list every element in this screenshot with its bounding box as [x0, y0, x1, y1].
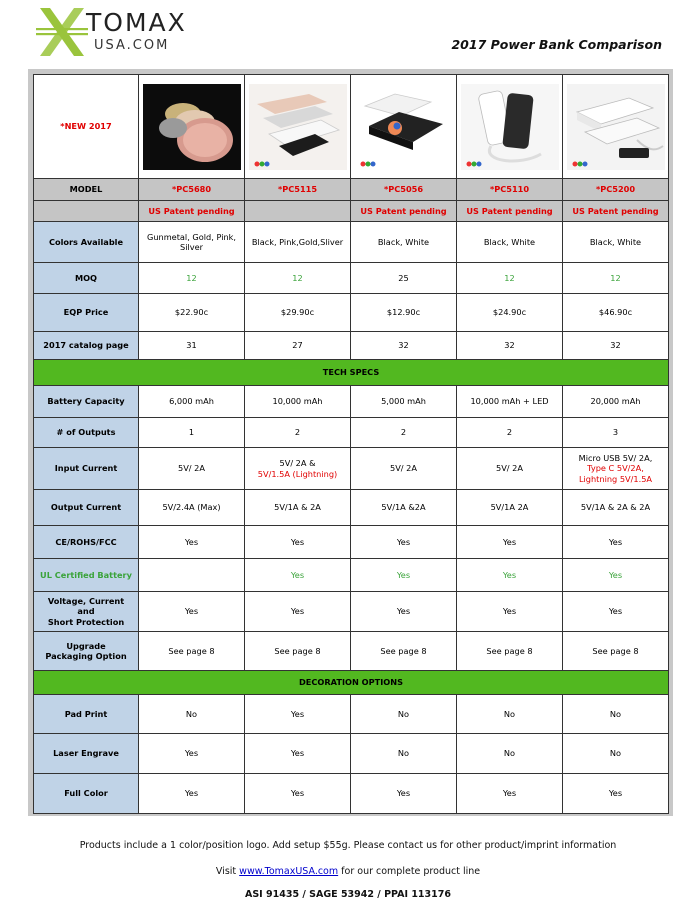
pad-cell: No — [457, 695, 563, 734]
patent-cell — [245, 201, 351, 222]
laser-cell: Yes — [139, 734, 245, 774]
laser-cell: No — [457, 734, 563, 774]
product-image-pc5110 — [457, 75, 563, 179]
moq-cell: 12 — [139, 263, 245, 294]
model-cell: *PC5200 — [563, 179, 669, 201]
ce-cell: Yes — [563, 526, 669, 559]
row-label-model: MODEL — [34, 179, 139, 201]
section-decoration-options: DECORATION OPTIONS — [34, 671, 669, 695]
row-label-line: Packaging Option — [45, 651, 127, 661]
comparison-table — [33, 74, 669, 814]
logo-subtext: USA.COM — [94, 38, 170, 53]
laser-cell: No — [563, 734, 669, 774]
product-image-pc5200 — [563, 75, 669, 179]
moq-cell: 12 — [245, 263, 351, 294]
moq-row — [34, 263, 669, 294]
voltage-row — [34, 592, 669, 632]
document-title: 2017 Power Bank Comparison — [451, 37, 662, 52]
ul-row — [34, 559, 669, 592]
input-line-lightning: Lightning 5V/1.5A — [578, 473, 653, 484]
output-cell: 5V/1A & 2A & 2A — [563, 490, 669, 526]
logo-wordmark: TOMAX — [86, 8, 187, 37]
battery-cell: 5,000 mAh — [351, 386, 457, 418]
product-image-pc5680 — [139, 75, 245, 179]
website-link[interactable]: www.TomaxUSA.com — [239, 866, 339, 877]
row-label-pad: Pad Print — [34, 695, 139, 734]
colors-cell: Black, White — [563, 222, 669, 263]
row-label-catalog: 2017 catalog page — [34, 332, 139, 360]
visit-suffix: for our complete product line — [341, 866, 481, 877]
battery-row — [34, 386, 669, 418]
row-label-voltage — [34, 592, 139, 632]
upgrade-cell: See page 8 — [563, 632, 669, 671]
row-label-laser: Laser Engrave — [34, 734, 139, 774]
laser-cell: Yes — [245, 734, 351, 774]
tech-specs-header-row — [34, 360, 669, 386]
decoration-header-row — [34, 671, 669, 695]
pad-cell: No — [563, 695, 669, 734]
moq-cell: 12 — [457, 263, 563, 294]
colors-cell: Black, Pink,Gold,Sliver — [245, 222, 351, 263]
output-cell: 5V/1A &2A — [351, 490, 457, 526]
input-line: Micro USB 5V/ 2A, — [578, 453, 653, 464]
eqp-cell: $24.90c — [457, 294, 563, 332]
battery-cell: 10,000 mAh + LED — [457, 386, 563, 418]
catalog-row — [34, 332, 669, 360]
row-label-outputs: # of Outputs — [34, 418, 139, 448]
row-label-line: Short Protection — [47, 616, 125, 627]
eqp-cell: $22.90c — [139, 294, 245, 332]
input-cell — [563, 448, 669, 490]
footer-note: Products include a 1 color/position logo. Add setup $55g. Please contact us for other product/imprint information — [79, 840, 617, 851]
battery-cell: 6,000 mAh — [139, 386, 245, 418]
input-current-row — [34, 448, 669, 490]
voltage-cell: Yes — [351, 592, 457, 632]
patent-cell: US Patent pending — [457, 201, 563, 222]
row-label-output: Output Current — [34, 490, 139, 526]
outputs-cell: 3 — [563, 418, 669, 448]
row-label-full: Full Color — [34, 774, 139, 814]
model-row — [34, 179, 669, 201]
ul-cell: Yes — [245, 559, 351, 592]
ul-cell: Yes — [351, 559, 457, 592]
full-cell: Yes — [563, 774, 669, 814]
ul-cell: Yes — [457, 559, 563, 592]
patent-cell: US Patent pending — [139, 201, 245, 222]
catalog-cell: 32 — [563, 332, 669, 360]
voltage-cell: Yes — [563, 592, 669, 632]
full-cell: Yes — [245, 774, 351, 814]
full-color-row — [34, 774, 669, 814]
output-cell: 5V/1A & 2A — [245, 490, 351, 526]
model-cell: *PC5110 — [457, 179, 563, 201]
input-cell: 5V/ 2A — [139, 448, 245, 490]
ce-cell: Yes — [457, 526, 563, 559]
row-label-ce: CE/ROHS/FCC — [34, 526, 139, 559]
catalog-cell: 32 — [351, 332, 457, 360]
eqp-row — [34, 294, 669, 332]
row-label-ul: UL Certified Battery — [34, 559, 139, 592]
battery-cell: 20,000 mAh — [563, 386, 669, 418]
section-tech-specs: TECH SPECS — [34, 360, 669, 386]
tomax-x-logo-icon — [36, 6, 92, 58]
colors-cell: Gunmetal, Gold, Pink, Silver — [139, 222, 245, 263]
row-label-eqp: EQP Price — [34, 294, 139, 332]
voltage-cell: Yes — [457, 592, 563, 632]
outputs-cell: 2 — [457, 418, 563, 448]
pad-cell: No — [351, 695, 457, 734]
ce-cell: Yes — [245, 526, 351, 559]
catalog-cell: 27 — [245, 332, 351, 360]
output-current-row — [34, 490, 669, 526]
image-row — [34, 75, 669, 179]
laser-cell: No — [351, 734, 457, 774]
upgrade-cell: See page 8 — [139, 632, 245, 671]
input-line-lightning: 5V/1.5A (Lightning) — [257, 468, 338, 479]
battery-cell: 10,000 mAh — [245, 386, 351, 418]
colors-cell: Black, White — [457, 222, 563, 263]
ce-cell: Yes — [139, 526, 245, 559]
full-cell: Yes — [351, 774, 457, 814]
full-cell: Yes — [139, 774, 245, 814]
input-cell: 5V/ 2A — [457, 448, 563, 490]
output-cell: 5V/1A 2A — [457, 490, 563, 526]
patent-row — [34, 201, 669, 222]
row-label-line: Upgrade — [66, 640, 106, 651]
patent-cell: US Patent pending — [563, 201, 669, 222]
upgrade-cell: See page 8 — [457, 632, 563, 671]
eqp-cell: $46.90c — [563, 294, 669, 332]
catalog-cell: 32 — [457, 332, 563, 360]
full-cell: Yes — [457, 774, 563, 814]
pad-cell: No — [139, 695, 245, 734]
row-label-line: and — [77, 606, 95, 617]
moq-cell: 12 — [563, 263, 669, 294]
input-cell: 5V/ 2A — [351, 448, 457, 490]
voltage-cell: Yes — [139, 592, 245, 632]
row-label-line: Voltage, Current — [47, 596, 125, 607]
voltage-cell: Yes — [245, 592, 351, 632]
ul-cell — [139, 559, 245, 592]
comparison-table-frame — [28, 69, 673, 816]
upgrade-row — [34, 632, 669, 671]
patent-cell: US Patent pending — [351, 201, 457, 222]
output-cell: 5V/2.4A (Max) — [139, 490, 245, 526]
colors-row — [34, 222, 669, 263]
row-label-upgrade — [34, 632, 139, 671]
visit-prefix: Visit — [215, 866, 237, 877]
row-label-moq: MOQ — [34, 263, 139, 294]
model-cell: *PC5056 — [351, 179, 457, 201]
outputs-row — [34, 418, 669, 448]
ul-cell: Yes — [563, 559, 669, 592]
product-image-pc5056 — [351, 75, 457, 179]
pad-print-row — [34, 695, 669, 734]
upgrade-cell: See page 8 — [245, 632, 351, 671]
model-cell: *PC5115 — [245, 179, 351, 201]
input-cell — [245, 448, 351, 490]
model-cell: *PC5680 — [139, 179, 245, 201]
row-label-colors: Colors Available — [34, 222, 139, 263]
row-label-battery: Battery Capacity — [34, 386, 139, 418]
outputs-cell: 1 — [139, 418, 245, 448]
footer-asi: ASI 91435 / SAGE 53942 / PPAI 113176 — [244, 889, 451, 900]
new-2017-label: *NEW 2017 — [34, 75, 139, 179]
input-line-typec: Type C 5V/2A, — [587, 463, 644, 474]
outputs-cell: 2 — [245, 418, 351, 448]
laser-engrave-row — [34, 734, 669, 774]
input-line: 5V/ 2A & — [279, 458, 316, 469]
page-header — [0, 0, 696, 62]
patent-label-blank — [34, 201, 139, 222]
tomax-logo — [36, 6, 216, 58]
outputs-cell: 2 — [351, 418, 457, 448]
colors-cell: Black, White — [351, 222, 457, 263]
moq-cell: 25 — [351, 263, 457, 294]
catalog-cell: 31 — [139, 332, 245, 360]
eqp-cell: $29.90c — [245, 294, 351, 332]
upgrade-cell: See page 8 — [351, 632, 457, 671]
eqp-cell: $12.90c — [351, 294, 457, 332]
footer-visit — [0, 866, 696, 877]
product-image-pc5115 — [245, 75, 351, 179]
ce-row — [34, 526, 669, 559]
row-label-input: Input Current — [34, 448, 139, 490]
ce-cell: Yes — [351, 526, 457, 559]
pad-cell: Yes — [245, 695, 351, 734]
